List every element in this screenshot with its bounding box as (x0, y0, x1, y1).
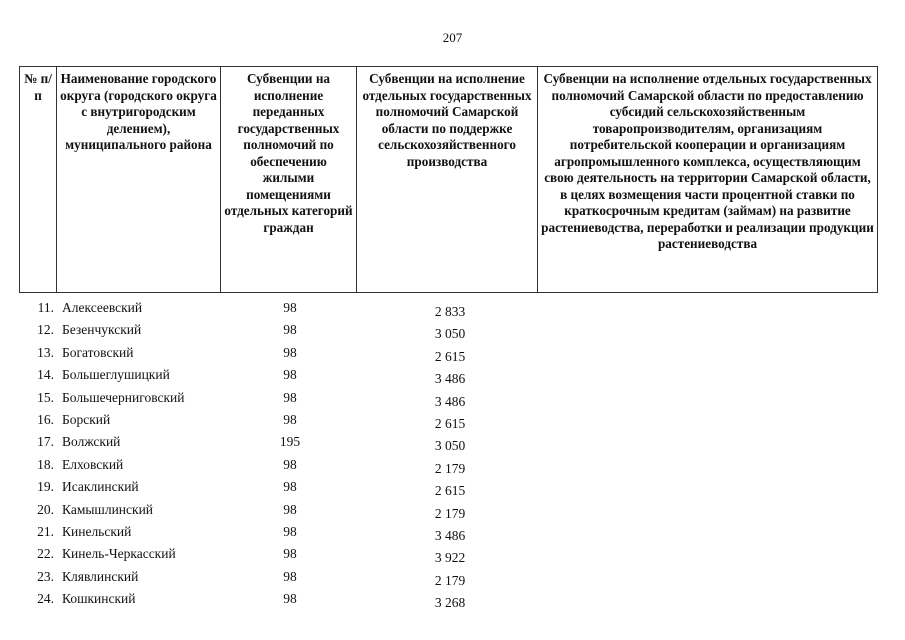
row-number: 19. (37, 479, 54, 495)
row-number: 13. (37, 344, 54, 360)
table-row (0, 479, 905, 501)
agriculture-subvention-value: 3 050 (434, 326, 466, 342)
municipality-name: Безенчукский (62, 322, 142, 338)
table-header (19, 66, 878, 293)
agriculture-subvention-value: 3 486 (434, 371, 466, 387)
header-agriculture-subventions: Субвенции на исполнение отдельных государственных полномочий Самарской области по поддержке сельскохозяйственного производства (357, 67, 538, 293)
municipality-name: Богатовский (62, 344, 134, 360)
table-row (0, 390, 905, 412)
agriculture-subvention-value: 2 615 (434, 415, 466, 431)
page-number: 207 (442, 30, 463, 45)
table-row (0, 457, 905, 479)
municipality-name: Клявлинский (62, 568, 139, 584)
agriculture-subvention-value: 3 268 (434, 595, 466, 611)
row-number: 23. (37, 568, 54, 584)
table-row (0, 524, 905, 546)
agriculture-subvention-value: 2 833 (434, 304, 466, 319)
table-row (0, 591, 905, 613)
municipality-name: Большечерниговский (62, 389, 185, 405)
table-row (0, 546, 905, 568)
municipality-name: Кинель-Черкасский (62, 546, 176, 562)
housing-subvention-value: 98 (283, 389, 297, 405)
header-interest-rate-subventions: Субвенции на исполнение отдельных государственных полномочий Самарской области по предоставлению субсидий сельскохозяйственным товаропроизводителям, организациям потребительской кооперации и организациям агропромышленного комплекса, осуществляющим свою деятельность на территории Самарской области, в целях возмещения части процентной ставки по краткосрочным кредитам (займам) на развитие растениеводства, переработки и реализации продукции растениеводства (538, 67, 878, 293)
municipality-name: Исаклинский (62, 479, 139, 495)
housing-subvention-value: 98 (283, 501, 297, 517)
table-row (0, 412, 905, 434)
housing-subvention-value: 98 (283, 568, 297, 584)
table-row (0, 322, 905, 344)
row-number: 16. (37, 411, 54, 427)
table-row (0, 345, 905, 367)
table-body (0, 300, 905, 613)
housing-subvention-value: 98 (283, 479, 297, 495)
row-number: 11. (37, 300, 54, 315)
header-housing-subventions: Субвенции на исполнение переданных государственных полномочий по обеспечению жилыми помещениями отдельных категорий граждан (221, 67, 357, 293)
table-row (0, 434, 905, 456)
housing-subvention-value: 98 (283, 344, 297, 360)
row-number: 12. (37, 322, 54, 338)
housing-subvention-value: 195 (279, 434, 301, 450)
agriculture-subvention-value: 2 615 (434, 348, 466, 364)
table-row (0, 502, 905, 524)
agriculture-subvention-value: 3 486 (434, 393, 466, 409)
municipality-name: Волжский (62, 434, 121, 450)
housing-subvention-value: 98 (283, 546, 297, 562)
municipality-name: Алексеевский (62, 300, 143, 315)
agriculture-subvention-value: 3 486 (434, 527, 466, 543)
row-number: 14. (37, 367, 54, 383)
municipality-name: Елховский (62, 456, 124, 472)
housing-subvention-value: 98 (283, 322, 297, 338)
municipality-name: Камышлинский (62, 501, 154, 517)
agriculture-subvention-value: 2 179 (434, 572, 466, 588)
agriculture-subvention-value: 3 922 (434, 550, 466, 566)
row-number: 17. (37, 434, 54, 450)
row-number: 18. (37, 456, 54, 472)
table-row (0, 300, 905, 322)
housing-subvention-value: 98 (283, 300, 297, 315)
agriculture-subvention-value: 3 050 (434, 438, 466, 454)
header-number: № п/п (20, 67, 57, 293)
row-number: 15. (37, 389, 54, 405)
agriculture-subvention-value: 2 179 (434, 505, 466, 521)
row-number: 21. (37, 523, 54, 539)
agriculture-subvention-value: 2 615 (434, 483, 466, 499)
municipality-name: Кошкинский (62, 591, 136, 607)
table-row (0, 367, 905, 389)
housing-subvention-value: 98 (283, 456, 297, 472)
row-number: 22. (37, 546, 54, 562)
municipality-name: Большеглушицкий (62, 367, 170, 383)
housing-subvention-value: 98 (283, 411, 297, 427)
municipality-name: Кинельский (62, 523, 132, 539)
header-municipality: Наименование городского округа (городского округа с внутригородским делением), муниципального района (57, 67, 221, 293)
municipality-name: Борский (62, 411, 111, 427)
housing-subvention-value: 98 (283, 523, 297, 539)
agriculture-subvention-value: 2 179 (434, 460, 466, 476)
row-number: 24. (37, 591, 54, 607)
housing-subvention-value: 98 (283, 367, 297, 383)
housing-subvention-value: 98 (283, 591, 297, 607)
table-row (0, 569, 905, 591)
row-number: 20. (37, 501, 54, 517)
